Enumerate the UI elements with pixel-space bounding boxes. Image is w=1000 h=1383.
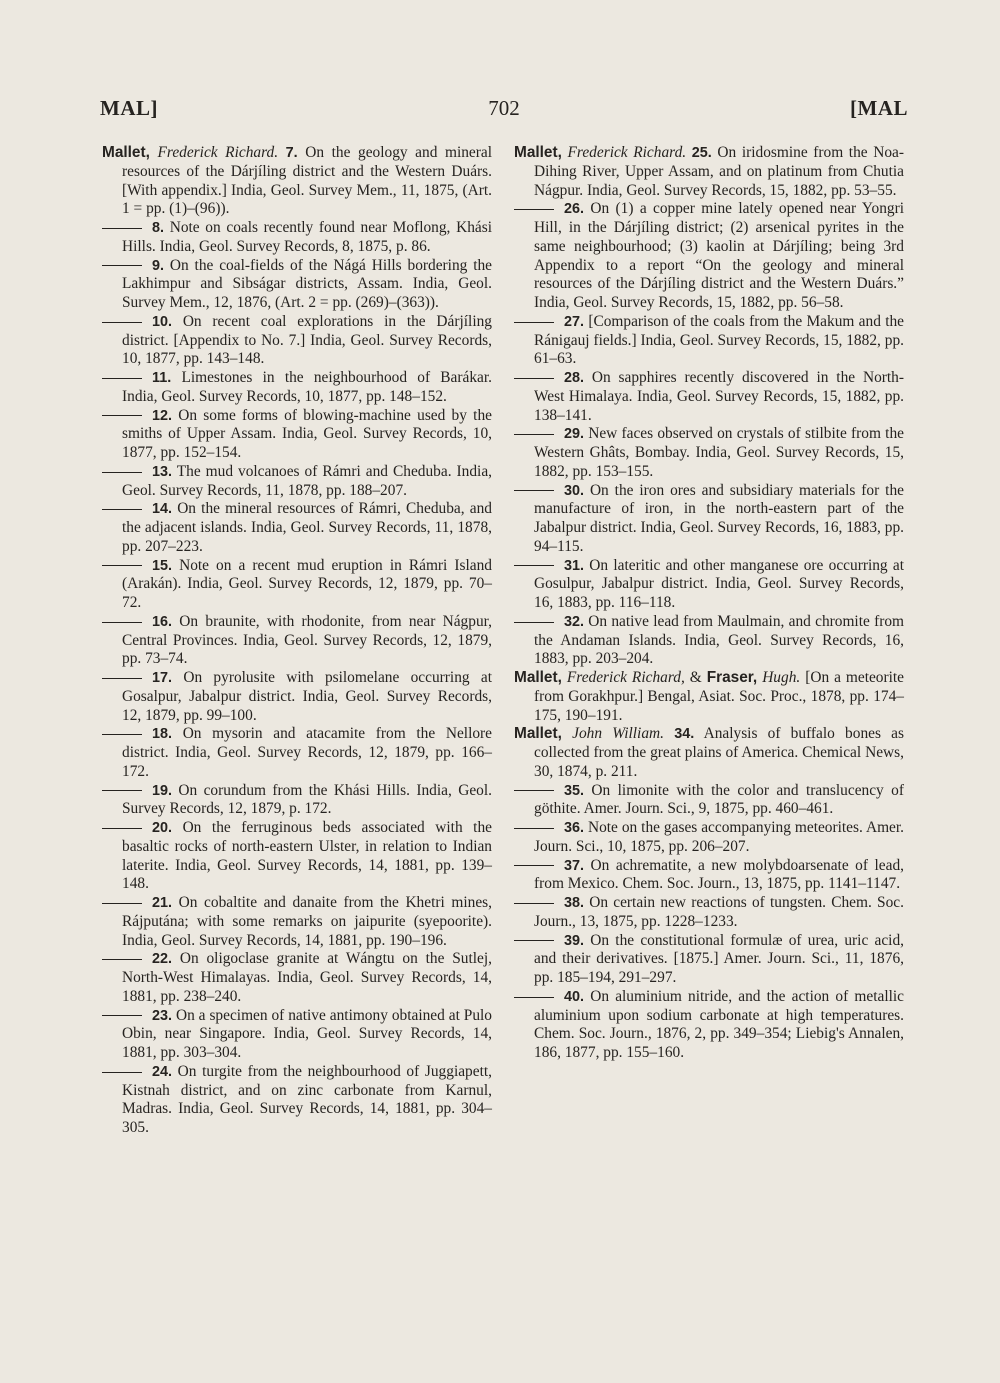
entry-number: 24. — [152, 1063, 173, 1080]
entry-number: 35. — [564, 782, 585, 799]
entry-text: On the ferruginous beds associated with the basaltic rocks of north-eastern Ulster, in relation to Indian laterite. India, Geol. Survey Records, 14, 1881, pp. 139–148. — [122, 819, 492, 893]
ditto-dash — [514, 828, 554, 829]
entry-text: New faces observed on crystals of stilbite from the Western Ghâts, Bombay. India, Geol. Survey Records, 15, 1882, pp. 153–155. — [534, 425, 904, 480]
entry-text: On the iron ores and subsidiary materials for the manufacture of iron, in the north-eastern part of the Jabalpur district. India, Geol. Survey Records, 16, 1883, pp. 94–115. — [534, 481, 904, 555]
entry-text: On native lead from Maulmain, and chromite from the Andaman Islands. India, Geol. Survey Records, 16, 1883, pp. 203–204. — [534, 612, 904, 668]
entry-text: On the coal-fields of the Nágá Hills bordering the Lakhimpur and Sibságar districts, Assam. India, Geol. Survey Mem., 12, 1876, (Art. 2 = pp. (269)–(363)). — [122, 256, 492, 311]
bibliography-entry — [534, 557, 904, 613]
entry-text: [Comparison of the coals from the Makum and the Ránigauj fields.] India, Geol. Survey Records, 15, 1882, pp. 61–63. — [534, 312, 904, 368]
bibliography-entry — [122, 1007, 492, 1063]
ditto-dash — [514, 622, 554, 623]
entry-number: 40. — [564, 988, 585, 1005]
ditto-dash — [102, 509, 142, 510]
entry-text: Note on a recent mud eruption in Rámri Island (Arakán). India, Geol. Survey Records, 12, 1879, pp. 70–72. — [122, 556, 492, 611]
entry-text: On limonite with the color and translucency of göthite. Amer. Journ. Sci., 9, 1875, pp. 460–461. — [534, 781, 904, 818]
author-surname: Mallet, — [514, 144, 562, 161]
bibliography-entry — [534, 894, 904, 932]
entry-text: On braunite, with rhodonite, from near Nágpur, Central Provinces. India, Geol. Survey Records, 12, 1879, pp. 73–74. — [122, 612, 492, 668]
entry-text: On (1) a copper mine lately opened near Yongri Hill, in the Dárjíling district; (2) arsenical pyrites in the same neighbourhood; (3) kaolin at Dárjíling; being 3rd Appendix to a report “On the geology and mineral resources of the Dárjíling district and the Western Duárs.” India, Geol. Survey Records, 15, 1882, pp. 56–58. — [534, 200, 904, 311]
bibliography-entry — [122, 557, 492, 613]
ditto-dash — [514, 490, 554, 491]
bibliography-entry — [514, 669, 905, 725]
entry-number: 12. — [152, 407, 173, 424]
page-number: 702 — [488, 96, 520, 120]
bibliography-entry — [122, 500, 492, 556]
author-connector: & — [689, 669, 702, 686]
bibliography-entry — [534, 369, 904, 425]
header-right-catchword: [MAL — [850, 96, 908, 120]
entry-number: 21. — [152, 895, 173, 911]
entry-number: 38. — [564, 895, 585, 911]
bibliography-entry — [122, 819, 492, 894]
bibliography-entry — [534, 313, 904, 369]
ditto-dash — [514, 209, 554, 210]
entry-text: [On a meteorite from Gorakhpur.] Bengal, Asiat. Soc. Proc., 1878, pp. 174–175, 190–191. — [534, 669, 905, 724]
bibliography-entry — [122, 782, 492, 820]
ditto-dash — [102, 322, 142, 323]
bibliography-entry — [534, 988, 904, 1063]
bibliography-entry — [534, 613, 904, 669]
coauthor-surname: Fraser, — [706, 669, 758, 686]
ditto-dash — [102, 415, 142, 416]
ditto-dash — [102, 828, 142, 829]
bibliography-entry — [122, 463, 492, 501]
entry-text: On recent coal explorations in the Dárjíling district. [Appendix to No. 7.] India, Geol. Survey Records, 10, 1877, pp. 143–148. — [122, 312, 492, 368]
entry-text: Note on the gases accompanying meteorites. Amer. Journ. Sci., 10, 1875, pp. 206–207. — [534, 819, 904, 855]
entry-text: On corundum from the Khási Hills. India, Geol. Survey Records, 12, 1879, p. 172. — [122, 781, 492, 818]
bibliography-entry — [122, 369, 492, 407]
entry-number: 37. — [564, 857, 585, 874]
ditto-dash — [514, 322, 554, 323]
entry-number: 20. — [152, 820, 173, 836]
entry-text: On certain new reactions of tungsten. Chem. Soc. Journ., 13, 1875, pp. 1228–1233. — [534, 894, 904, 930]
author-surname: Mallet, — [102, 144, 150, 161]
ditto-dash — [102, 472, 142, 473]
author-given-name: John William. — [572, 725, 664, 743]
ditto-dash — [514, 434, 554, 435]
entry-text: On iridosmine from the Noa-Dihing River, Upper Assam, and on platinum from Chutia Nágpur. India, Geol. Survey Records, 15, 1882, pp. 53–55. — [534, 144, 904, 199]
entry-number: 10. — [152, 313, 173, 330]
entry-number: 32. — [564, 613, 585, 630]
author-given-name: Frederick Richard. — [157, 144, 279, 161]
entry-text: On turgite from the neighbourhood of Juggiapett, Kistnah district, and on zinc carbonate from Karnul, Madras. India, Geol. Survey Records, 14, 1881, pp. 304–305. — [122, 1062, 492, 1136]
bibliography-entry — [534, 200, 904, 313]
bibliography-entry — [102, 144, 492, 219]
bibliography-entry — [122, 257, 492, 313]
bibliography-entry — [514, 725, 904, 781]
ditto-dash — [102, 565, 142, 566]
ditto-dash — [102, 228, 142, 229]
entry-number: 9. — [152, 257, 165, 274]
entry-text: On aluminium nitride, and the action of metallic aluminium upon sodium carbonate at high temperatures. Chem. Soc. Journ., 1876, 2, pp. 349–354; Liebig's Annalen, 186, 1877, pp. 155–160. — [534, 987, 904, 1061]
entry-number: 19. — [152, 782, 173, 799]
entry-text: On mysorin and atacamite from the Nellore district. India, Geol. Survey Records, 12, 1879, pp. 166–172. — [122, 725, 492, 780]
header-left-catchword: MAL] — [100, 96, 158, 120]
author-given-name: Frederick Richard. — [567, 144, 687, 161]
entry-text: On pyrolusite with psilomelane occurring at Gosalpur, Jabalpur district. India, Geol. Survey Records, 12, 1879, pp. 99–100. — [122, 669, 492, 724]
bibliography-entry — [534, 857, 904, 895]
ditto-dash — [514, 378, 554, 379]
entry-text: On some forms of blowing-machine used by the smiths of Upper Assam. India, Geol. Survey Records, 10, 1877, pp. 152–154. — [122, 406, 492, 461]
left-column — [102, 144, 492, 1138]
entry-text: On the constitutional formulæ of urea, uric acid, and their derivatives. [1875.] Amer. Journ. Sci., 11, 1876, pp. 185–194, 291–297. — [534, 931, 904, 986]
coauthor-given-name: Hugh. — [762, 669, 801, 686]
entry-number: 15. — [152, 557, 173, 574]
entry-number: 7. — [285, 145, 298, 161]
bibliography-entry — [534, 782, 904, 820]
ditto-dash — [514, 997, 554, 998]
running-header — [100, 96, 908, 126]
author-surname: Mallet, — [514, 725, 562, 743]
entry-number: 23. — [152, 1007, 173, 1024]
entry-number: 26. — [564, 201, 585, 218]
ditto-dash — [514, 865, 554, 866]
entry-number: 39. — [564, 932, 585, 949]
ditto-dash — [102, 678, 142, 679]
entry-number: 25. — [691, 145, 712, 161]
entry-text: On the mineral resources of Rámri, Cheduba, and the adjacent islands. India, Geol. Survey Records, 11, 1878, pp. 207–223. — [122, 500, 492, 555]
ditto-dash — [102, 1015, 142, 1016]
entry-number: 8. — [152, 220, 165, 236]
bibliography-entry — [122, 219, 492, 257]
entry-number: 27. — [564, 313, 585, 330]
entry-number: 16. — [152, 613, 173, 630]
bibliography-entry — [122, 1063, 492, 1138]
bibliography-entry — [122, 950, 492, 1006]
ditto-dash — [102, 622, 142, 623]
entry-text: On lateritic and other manganese ore occurring at Gosulpur, Jabalpur district. India, Geol. Survey Records, 16, 1883, pp. 116–118. — [534, 556, 904, 611]
ditto-dash — [102, 959, 142, 960]
entry-text: Limestones in the neighbourhood of Barákar. India, Geol. Survey Records, 10, 1877, pp. 148–152. — [122, 369, 492, 405]
entry-number: 11. — [152, 370, 172, 386]
bibliography-entry — [534, 482, 904, 557]
bibliography-entry — [534, 425, 904, 481]
ditto-dash — [102, 734, 142, 735]
entry-number: 36. — [564, 820, 585, 836]
entry-text: On a specimen of native antimony obtained at Pulo Obin, near Singapore. India, Geol. Survey Records, 14, 1881, pp. 303–304. — [122, 1006, 492, 1061]
right-column — [514, 144, 904, 1063]
ditto-dash — [102, 1072, 142, 1073]
entry-text: On oligoclase granite at Wángtu on the Sutlej, North-West Himalayas. India, Geol. Survey Records, 14, 1881, pp. 238–240. — [122, 950, 492, 1005]
entry-number: 18. — [152, 726, 173, 743]
bibliography-entry — [122, 725, 492, 781]
entry-text: The mud volcanoes of Rámri and Cheduba. India, Geol. Survey Records, 11, 1878, pp. 188–207. — [122, 462, 492, 499]
ditto-dash — [514, 565, 554, 566]
bibliography-entry — [122, 669, 492, 725]
entry-number: 17. — [152, 670, 173, 686]
ditto-dash — [102, 265, 142, 266]
entry-number: 29. — [564, 426, 585, 443]
ditto-dash — [102, 790, 142, 791]
entry-text: On the geology and mineral resources of the Dárjíling district and the Western Duárs. [With appendix.] India, Geol. Survey Mem., 11, 1875, (Art. 1 = pp. (1)–(96)). — [122, 144, 492, 218]
entry-text: Note on coals recently found near Moflong, Khási Hills. India, Geol. Survey Records, 8, 1875, p. 86. — [122, 219, 492, 255]
author-given-name: Frederick Richard, — [566, 669, 685, 686]
bibliography-entry — [122, 613, 492, 669]
ditto-dash — [102, 378, 142, 379]
entry-text: On cobaltite and danaite from the Khetri mines, Rájputána; with some remarks on jaipurite (syepoorite). India, Geol. Survey Records, 14, 1881, pp. 190–196. — [122, 894, 492, 949]
bibliography-entry — [122, 313, 492, 369]
entry-number: 22. — [152, 951, 173, 968]
ditto-dash — [514, 790, 554, 791]
entry-text: On achrematite, a new molybdoarsenate of lead, from Mexico. Chem. Soc. Journ., 13, 1875, pp. 1141–1147. — [534, 856, 904, 893]
entry-number: 14. — [152, 501, 173, 518]
bibliography-entry — [122, 894, 492, 950]
bibliography-entry — [514, 144, 904, 200]
entry-number: 13. — [152, 463, 173, 480]
bibliography-entry — [534, 819, 904, 857]
entry-number: 28. — [564, 370, 585, 386]
bibliography-entry — [534, 932, 904, 988]
author-surname: Mallet, — [514, 669, 562, 686]
entry-number: 34. — [674, 726, 695, 743]
ditto-dash — [514, 940, 554, 941]
entry-number: 30. — [564, 482, 585, 499]
entry-text: On sapphires recently discovered in the North-West Himalaya. India, Geol. Survey Records, 15, 1882, pp. 138–141. — [534, 369, 904, 424]
ditto-dash — [102, 903, 142, 904]
entry-number: 31. — [564, 557, 585, 574]
ditto-dash — [514, 903, 554, 904]
bibliography-entry — [122, 407, 492, 463]
entry-text: Analysis of buffalo bones as collected from the great plains of America. Chemical News, 30, 1874, p. 211. — [534, 725, 904, 780]
